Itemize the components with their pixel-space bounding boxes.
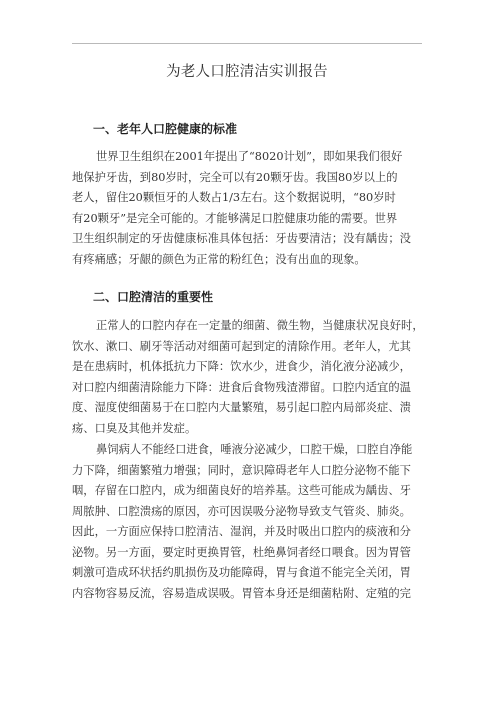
paragraph-line: 度、湿度使细菌易于在口腔内大量繁殖，易引起口腔内局部炎症、溃 xyxy=(72,401,411,414)
section-heading-importance-of-oral-cleaning: 二、口腔清洁的重要性 xyxy=(93,290,214,304)
paragraph-line: 疡、口臭及其他并发症。 xyxy=(72,421,197,435)
paragraph-line: 咽，存留在口腔内，成为细菌良好的培养基。这些可能成为龋齿、牙 xyxy=(72,484,411,497)
paragraph-line: 有20颗牙”是完全可能的。才能够满足口腔健康功能的需要。世界 xyxy=(72,211,398,225)
paragraph-line: 周脓肿、口腔溃疡的原因，亦可因误吸分泌物导致支气管炎、肺炎。 xyxy=(72,504,411,518)
paragraph-line: 老人，留住20颗恒牙的人数占1/3左右。这个数据说明，“80岁时 xyxy=(72,191,396,204)
paragraph-line: 因此，一方面应保持口腔清洁、湿润，并及时吸出口腔内的痰液和分 xyxy=(72,525,411,538)
paragraph-line: 刺激可造成环状括约肌损伤及功能障碍，胃与食道不能完全关闭，胃 xyxy=(72,566,411,579)
header-rule xyxy=(72,43,422,44)
paragraph-line: 地保护牙齿，到80岁时，完全可以有20颗牙齿。我国80岁以上的 xyxy=(72,170,398,184)
paragraph xyxy=(72,147,432,270)
paragraph-line: 内容物容易反流，容易造成误吸。胃管本身还是细菌粘附、定殖的完 xyxy=(72,586,411,600)
paragraph-line: 对口腔内细菌清除能力下降：进食后食物残渣滞留。口腔内适宜的温 xyxy=(72,380,411,394)
paragraph-line: 正常人的口腔内存在一定量的细菌、微生物，当健康状况良好时， xyxy=(96,319,424,332)
paragraph-line: 有疼痛感；牙龈的颜色为正常的粉红色；没有出血的现象。 xyxy=(72,252,366,266)
paragraph xyxy=(72,440,432,604)
paragraph xyxy=(72,316,432,439)
paragraph-line: 鼻饲病人不能经口进食，唾液分泌减少，口腔干燥，口腔自净能 xyxy=(96,443,413,456)
paragraph-line: 饮水、漱口、刷牙等活动对细菌可起到定的清除作用。老年人，尤其 xyxy=(72,339,411,353)
section-heading-oral-health-standard: 一、老年人口腔健康的标准 xyxy=(93,122,238,136)
paragraph-line: 世界卫生组织在2001年提出了“8020计划”，即如果我们很好 xyxy=(96,150,403,163)
paragraph-line: 卫生组织制定的牙齿健康标准具体包括：牙齿要清洁；没有龋齿；没 xyxy=(72,232,411,245)
document-title: 为老人口腔清洁实训报告 xyxy=(166,64,328,80)
paragraph-line: 泌物。另一方面，要定时更换胃管，杜绝鼻饲者经口喂食。因为胃管 xyxy=(72,545,411,559)
paragraph-line: 是在患病时，机体抵抗力下降：饮水少，进食少，消化液分泌减少， xyxy=(72,360,411,373)
paragraph-line: 力下降，细菌繁殖力增强；同时，意识障碍老年人口腔分泌物不能下 xyxy=(72,463,411,477)
